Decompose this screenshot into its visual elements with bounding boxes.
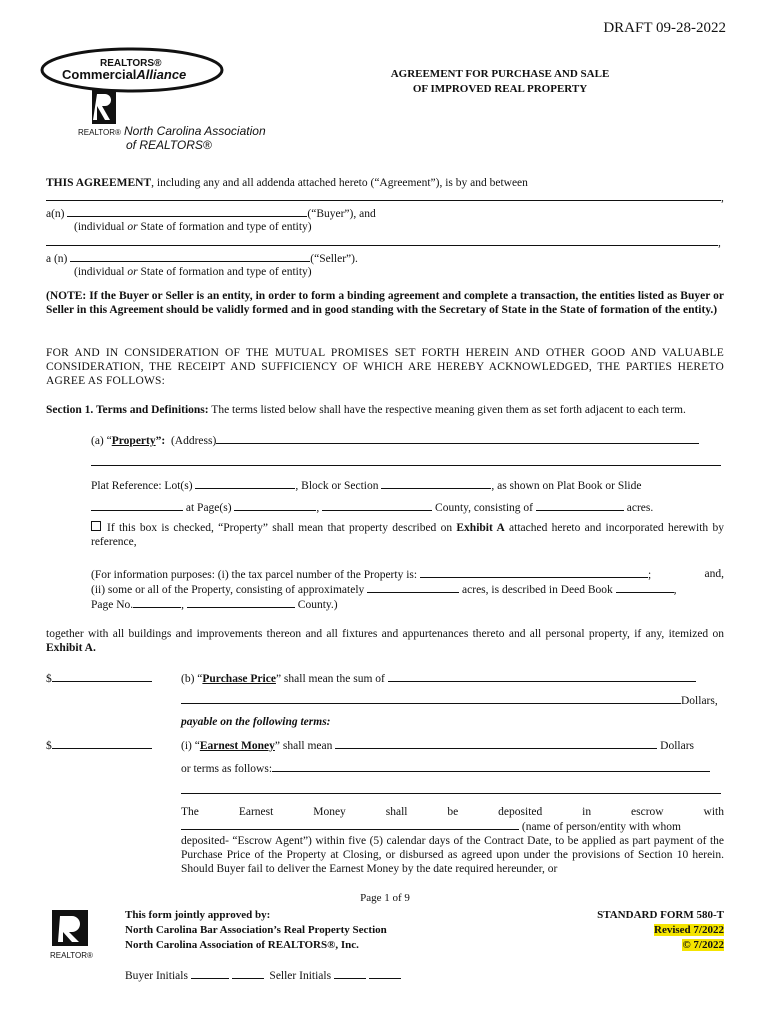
document-title (300, 67, 700, 97)
exhibit-a-checkbox-row[interactable]: If this box is checked, “Property” shall mean that property described on Exhibit A attached hereto and incorporated herewith by reference, (91, 522, 724, 548)
page-county-line: at Page(s) , County, consisting of acres. (91, 500, 724, 515)
page-no-field[interactable] (133, 597, 181, 608)
purchase-price-amount: $ (46, 671, 724, 686)
deposit-paragraph: deposited- “Escrow Agent”) within five (5) calendar days of the Contract Date, to be applied as part payment of the Purchase Price of the Property at Closing, or disbursed as agreed upon under the provisions of Section 10 herein. Should Buyer fail to deliver the Earnest Money by the date required hereunder, or (181, 835, 724, 875)
buyer-line: a(n) (“Buyer”), and (46, 208, 376, 220)
logo-assoc-line2: of REALTORS® (126, 138, 212, 152)
logo-top-text: REALTORS® (100, 58, 162, 69)
copyright-badge: © 7/2022 (682, 939, 724, 951)
form-id-block (597, 908, 724, 953)
deed-book-field[interactable] (616, 582, 674, 593)
purchase-price-dollars-line: Dollars, (181, 693, 724, 708)
deposit-word: Money (313, 806, 346, 818)
deposit-word: in (582, 806, 592, 818)
escrow-agent-field[interactable] (181, 819, 519, 830)
svg-text:REALTOR®: REALTOR® (50, 951, 93, 960)
consideration-clause: FOR AND IN CONSIDERATION OF THE MUTUAL PROMISES SET FORTH HEREIN AND OTHER GOOD AND VALUABLE CONSIDERATION, THE RECEIPT AND SUFFICIENCY OF WHICH ARE HEREBY ACKNOWLEDGED, THE PARTIES HERETO AGREE AS FOLLOWS: (46, 347, 724, 387)
deposit-word: deposited (498, 806, 543, 818)
deposit-word: Earnest (238, 806, 274, 818)
tax-parcel-field[interactable] (420, 567, 648, 578)
deposit-line-1 (181, 805, 724, 819)
terms-follows-line: or terms as follows: (181, 761, 724, 776)
page-no-line: Page No. , County.) (91, 599, 338, 611)
purchase-price-words-field[interactable] (388, 671, 696, 682)
initials-line: Buyer Initials Seller Initials (125, 968, 401, 982)
deposit-word: escrow (631, 806, 664, 818)
buyer-name-field[interactable] (67, 206, 307, 217)
deposit-line-2: (name of person/entity with whom (181, 819, 724, 834)
page-number: Page 1 of 9 (360, 892, 410, 904)
plat-reference-line: Plat Reference: Lot(s) , Block or Section , as shown on Plat Book or Slide (91, 480, 642, 492)
page-field[interactable] (234, 500, 316, 511)
purchase-price-line: (b) “Purchase Price” shall mean the sum of (181, 671, 724, 686)
address-line-2[interactable] (91, 455, 724, 470)
approx-acres-field[interactable] (367, 582, 459, 593)
svg-text:CommercialAlliance (62, 67, 186, 82)
earnest-money-words-field[interactable] (335, 738, 657, 749)
logo-assoc-line1: North Carolina Association (124, 124, 266, 138)
party-line-2[interactable]: , (46, 235, 724, 250)
seller-name-field[interactable] (70, 251, 310, 262)
commercial-alliance-logo (40, 46, 290, 156)
tax-parcel-line: (For information purposes: (i) the tax parcel number of the Property is: ; and, (91, 568, 724, 581)
party-line-1[interactable]: , (46, 190, 724, 205)
buyer-note: (individual or State of formation and type of entity) (74, 221, 312, 233)
acres-field[interactable] (536, 500, 624, 511)
draft-label: DRAFT 09-28-2022 (603, 20, 726, 36)
deposit-word: with (703, 806, 724, 818)
county-field[interactable] (322, 500, 432, 511)
seller-note: (individual or State of formation and type of entity) (74, 266, 312, 278)
lead-rest: , including any and all addenda attached hereto (“Agreement”), is by and between (151, 177, 528, 189)
terms-line-2[interactable] (181, 783, 724, 798)
approval-block: This form jointly approved by: North Carolina Bar Association’s Real Property Section North Carolina Association of REALTORS®, Inc. (125, 909, 387, 951)
logo-realtor-text: REALTOR® (78, 128, 121, 137)
deposit-word: be (447, 806, 459, 818)
buyer-initial-2[interactable] (232, 968, 264, 979)
entity-note: (NOTE: If the Buyer or Seller is an entity, in order to form a binding agreement and complete a transaction, the entities listed as Buyer or Seller in this Agreement should be validly formed and in good standing with the Secretary of State in the State of formation of the entity.) (46, 290, 724, 316)
terms-field[interactable] (272, 761, 710, 772)
purchase-price-field[interactable] (52, 671, 152, 682)
property-address-line: (a) “Property”: (Address) (91, 433, 724, 448)
earnest-money-field[interactable] (52, 738, 152, 749)
logo-brand-a: Commercial (62, 67, 137, 82)
revised-badge: Revised 7/2022 (654, 924, 724, 936)
title-line-1: AGREEMENT FOR PURCHASE AND SALE (390, 68, 610, 80)
earnest-money-line: (i) “Earnest Money” shall mean Dollars (181, 740, 694, 752)
deposit-word: The (181, 806, 199, 818)
agreement-lead (46, 176, 724, 190)
deed-line: (ii) some or all of the Property, consisting of approximately acres, is described in Deed Book , (91, 584, 677, 596)
buyer-initial-1[interactable] (191, 968, 229, 979)
seller-initial-2[interactable] (369, 968, 401, 979)
earnest-money-amount: $ (46, 738, 724, 753)
property-address-field[interactable] (216, 433, 699, 444)
together-clause: together with all buildings and improvements thereon and all fixtures and appurtenances thereto and all personal property, if any, itemized on Exhibit A. (46, 628, 724, 654)
plat-book-field[interactable] (91, 500, 183, 511)
block-field[interactable] (381, 478, 491, 489)
checkbox-icon[interactable] (91, 521, 101, 531)
realtor-r-icon (92, 90, 116, 124)
deposit-word: shall (385, 806, 408, 818)
seller-line: a (n) (“Seller”). (46, 253, 358, 265)
logo-brand-b: Alliance (136, 67, 187, 82)
form-number: STANDARD FORM 580-T (597, 909, 724, 921)
lead-bold: THIS AGREEMENT (46, 177, 152, 189)
realtor-footer-icon (48, 908, 98, 960)
title-line-2: OF IMPROVED REAL PROPERTY (412, 83, 588, 95)
section-1-heading: Section 1. Terms and Definitions: The terms listed below shall have the respective meaning given them as set forth adjacent to each term. (46, 404, 686, 416)
deed-county-field[interactable] (187, 597, 295, 608)
lot-field[interactable] (195, 478, 295, 489)
seller-initial-1[interactable] (334, 968, 366, 979)
payable-terms-heading: payable on the following terms: (181, 716, 331, 728)
